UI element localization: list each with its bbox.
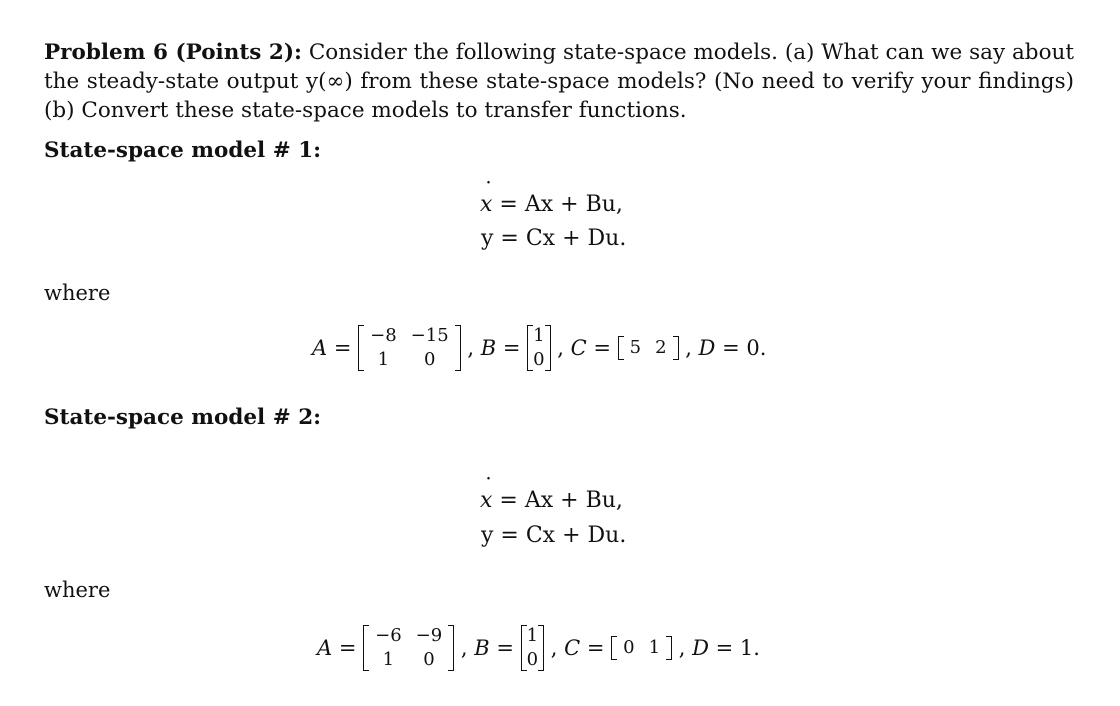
matrix-cell: −9 — [415, 625, 443, 646]
x-dot: ˙ x — [480, 488, 492, 513]
matrix-cell: 2 — [655, 337, 667, 358]
matrix-cell: 0 — [526, 649, 539, 670]
model1-state-equation — [480, 192, 623, 217]
model1-where: where — [44, 281, 111, 305]
matrix-cell: 0 — [423, 649, 435, 670]
model1-matrices: A = −8 −15 1 0 , B = 1 0 , C = 5 2 , D = 0 . — [312, 325, 767, 370]
model2-output-equation: y = Cx + Du. — [481, 523, 627, 548]
state-equation-rhs: = Ax + Bu, — [499, 192, 623, 217]
matrix-cell: 0 — [623, 637, 635, 658]
model1-d-value: 0 — [746, 336, 760, 360]
model2-matrix-a — [363, 624, 454, 672]
matrix-cell: 0 — [533, 349, 545, 370]
model2-state-equation — [480, 488, 623, 513]
matrix-cell: 1 — [382, 649, 395, 670]
x-dot: ˙ x — [480, 192, 492, 217]
model1-output-equation: y = Cx + Du. — [481, 226, 627, 251]
matrix-cell: −15 — [410, 325, 449, 346]
model1-matrix-b — [527, 324, 550, 372]
problem-statement — [44, 38, 1074, 125]
matrix-cell: 1 — [377, 349, 390, 370]
model1-heading: State-space model # 1: — [44, 138, 322, 163]
model2-matrix-b — [521, 624, 544, 672]
model2-matrices: A = −6 −9 1 0 , B = 1 0 , C = 0 1 , D = 1 . — [317, 625, 760, 670]
model2-heading: State-space model # 2: — [44, 405, 322, 430]
matrix-cell: 1 — [533, 325, 545, 346]
model1-matrix-a — [358, 324, 461, 372]
matrix-cell: 0 — [423, 349, 436, 370]
model2-d-value: 1 — [739, 636, 754, 660]
state-equation-rhs: = Ax + Bu, — [499, 488, 623, 513]
matrix-cell: 5 — [629, 337, 642, 358]
problem-label: Problem 6 (Points 2): — [44, 40, 302, 65]
matrix-cell: −8 — [370, 325, 397, 346]
matrix-cell: 1 — [526, 625, 539, 646]
model2-where: where — [44, 578, 111, 602]
matrix-cell: 1 — [648, 637, 661, 658]
problem-text: Consider the following state-space models. (a) What can we say about the steady-state output y(∞) from these state-space models? (No need to verify your findings) (b) Convert these state-space models to transfer functions. — [44, 40, 1074, 123]
matrix-cell: −6 — [375, 625, 402, 646]
model1-matrix-c — [618, 335, 679, 361]
model2-matrix-c — [611, 635, 672, 661]
